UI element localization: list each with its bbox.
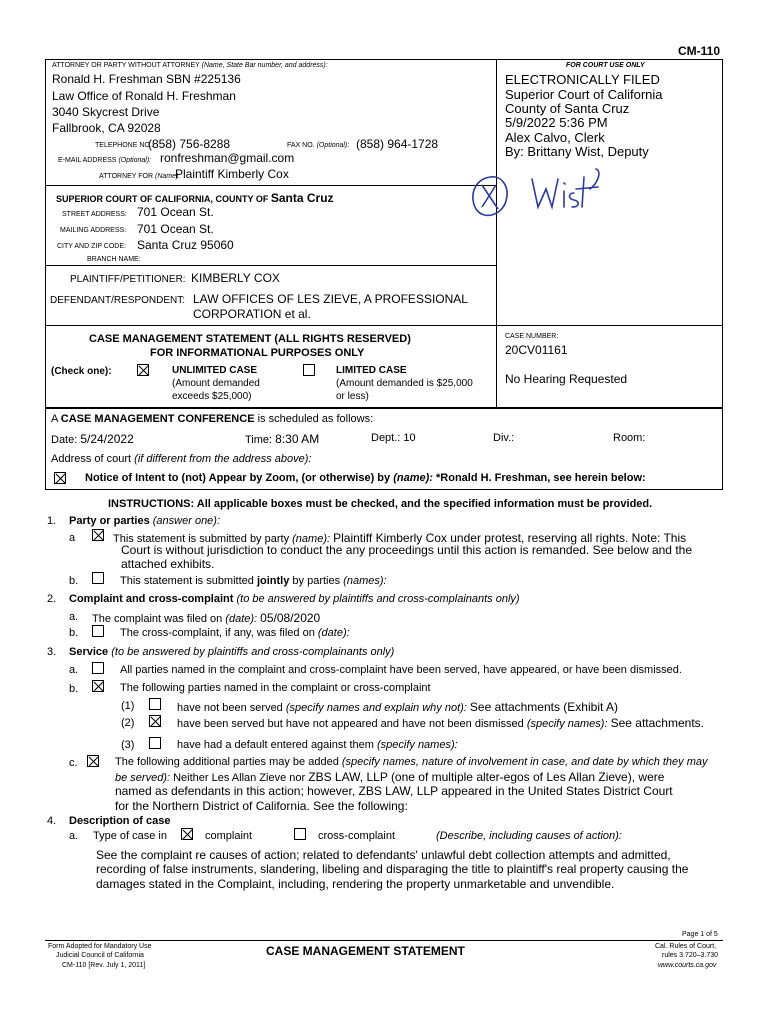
item3a-text: All parties named in the complaint and cross-complaint have been served, have appeared, or have been dismissed. [120, 664, 682, 676]
case-number-value: 20CV01161 [505, 343, 568, 357]
instructions: INSTRUCTIONS: All applicable boxes must be checked, and the specified information must be provided. [108, 498, 653, 510]
item1a-checkbox[interactable] [92, 529, 104, 541]
item1a-letter: a [69, 532, 76, 544]
telephone-value: (858) 756-8288 [148, 137, 231, 151]
item3b3-checkbox[interactable] [149, 737, 161, 749]
hearing-status: No Hearing Requested [505, 372, 628, 386]
attorney-name: Ronald H. Freshman SBN #225136 [52, 72, 241, 86]
item2b-text: The cross-complaint, if any, was filed on (date): [120, 627, 350, 639]
item1b-checkbox[interactable] [92, 572, 104, 584]
form-title-line2: FOR INFORMATIONAL PURPOSES ONLY [150, 347, 365, 359]
item1a-value2: Court is without jurisdiction to conduct the any proceedings until this action is remanded. See below and the [121, 543, 692, 557]
item1a-text: This statement is submitted by party (name): Plaintiff Kimberly Cox under protest, reserving all rights. Note: This [113, 531, 687, 545]
item2b-checkbox[interactable] [92, 625, 104, 637]
court-label: SUPERIOR COURT OF CALIFORNIA, COUNTY OF Santa Cruz [56, 191, 334, 205]
item3a-letter: a. [69, 664, 79, 676]
telephone-label: TELEPHONE NO.: [95, 142, 154, 149]
footer-title: CASE MANAGEMENT STATEMENT [266, 944, 465, 958]
item4a-hint: (Describe, including causes of action): [436, 830, 622, 842]
item3b2-num: (2) [121, 717, 135, 729]
item3c-text: The following additional parties may be added (specify names, nature of involvement in case, and date by which they may [115, 756, 708, 768]
plaintiff-value: KIMBERLY COX [191, 271, 280, 285]
defendant-label: DEFENDANT/RESPONDENT: [50, 295, 186, 306]
footer-right1: Cal. Rules of Court, [655, 943, 717, 950]
attorney-label: ATTORNEY OR PARTY WITHOUT ATTORNEY (Name, State Bar number, and address): [52, 62, 328, 69]
clerk-signature [462, 163, 622, 228]
court-mailing: 701 Ocean St. [137, 222, 214, 236]
defendant-line2: CORPORATION et al. [193, 307, 311, 321]
item3b-checkbox[interactable] [92, 680, 104, 692]
footer-rule [45, 940, 723, 941]
item4-desc2: recording of false instruments, slandering, libeling and disparaging the title to plaintiff's real property causing the [96, 862, 689, 876]
item2a-letter: a. [69, 611, 79, 623]
conference-div: Div.: [493, 432, 515, 444]
item1-heading: Party or parties (answer one): [69, 515, 221, 527]
item2b-letter: b. [69, 627, 79, 639]
fax-label: FAX NO. (Optional): [287, 142, 350, 149]
mailing-label: MAILING ADDRESS: [60, 227, 127, 234]
conference-time: Time: 8:30 AM [245, 432, 320, 446]
item3a-checkbox[interactable] [92, 662, 104, 674]
item4-cross-complaint-checkbox[interactable] [294, 828, 306, 840]
item2-heading: Complaint and cross-complaint (to be answered by plaintiffs and cross-complainants only) [69, 593, 520, 605]
footer-left3: CM-110 [Rev. July 1, 2011] [62, 962, 146, 969]
item3-heading: Service (to be answered by plaintiffs and cross-complainants only) [69, 646, 395, 658]
case-number-label: CASE NUMBER: [505, 333, 559, 340]
footer-left1: Form Adopted for Mandatory Use [48, 943, 152, 950]
filed-line3: County of Santa Cruz [505, 101, 630, 116]
city-label: CITY AND ZIP CODE: [57, 243, 126, 250]
footer-right2: rules 3.720–3.730 [662, 952, 719, 959]
item3c-line3: named as defendants in this action; however, ZBS LAW, LLP appeared in the United States District Court [115, 784, 673, 798]
item4-complaint-checkbox[interactable] [181, 828, 193, 840]
limited-sub2: or less) [336, 391, 369, 402]
item1b-letter: b. [69, 575, 79, 587]
header-divider [496, 59, 497, 408]
item3b2-text: have been served but have not appeared and have not been dismissed (specify names): See attachments. [177, 716, 704, 730]
check-one-label: (Check one): [51, 366, 112, 377]
item3c-checkbox[interactable] [87, 755, 99, 767]
attorney-for-label: ATTORNEY FOR (Name): [99, 173, 181, 180]
item3-num: 3. [47, 646, 57, 658]
attorney-office: Law Office of Ronald H. Freshman [52, 89, 236, 103]
item4-num: 4. [47, 815, 57, 827]
filed-line5: Alex Calvo, Clerk [505, 130, 605, 145]
item1-num: 1. [47, 515, 57, 527]
form-id: CM-110 [678, 44, 721, 58]
item4a-text: Type of case in [93, 830, 167, 842]
filed-line6: By: Brittany Wist, Deputy [505, 144, 649, 159]
plaintiff-label: PLAINTIFF/PETITIONER: [70, 274, 186, 285]
unlimited-sub1: (Amount demanded [172, 378, 260, 389]
filed-line4: 5/9/2022 5:36 PM [505, 115, 608, 130]
limited-label: LIMITED CASE [336, 365, 407, 376]
attorney-city: Fallbrook, CA 92028 [52, 121, 161, 135]
filed-line2: Superior Court of California [505, 87, 663, 102]
item2-num: 2. [47, 593, 57, 605]
item3b3-num: (3) [121, 739, 135, 751]
court-city: Santa Cruz 95060 [137, 238, 234, 252]
attorney-for-value: Plaintiff Kimberly Cox [175, 167, 289, 181]
item4-desc3: damages stated in the Complaint, including, rendering the property unmarketable and unvendible. [96, 877, 615, 891]
item4-desc1: See the complaint re causes of action; related to defendants' unlawful debt collection attempts and admitted, [96, 848, 671, 862]
notice-checkbox[interactable] [54, 472, 66, 484]
conference-dept: Dept.: 10 [371, 432, 416, 444]
item3b-text: The following parties named in the complaint or cross-complaint [120, 682, 431, 694]
notice-text: Notice of Intent to (not) Appear by Zoom, (or otherwise) by (name): *Ronald H. Freshman, see herein below: [85, 472, 646, 484]
conference-room: Room: [613, 432, 646, 444]
item3b2-checkbox[interactable] [149, 715, 161, 727]
form-title-line1: CASE MANAGEMENT STATEMENT (ALL RIGHTS RESERVED) [89, 333, 411, 345]
item3b1-checkbox[interactable] [149, 698, 161, 710]
conference-intro: A CASE MANAGEMENT CONFERENCE is scheduled as follows: [51, 413, 374, 425]
item2a-text: The complaint was filed on (date): 05/08/2020 [92, 611, 321, 625]
court-address-label: Address of court (if different from the address above): [51, 453, 312, 465]
email-value: ronfreshman@gmail.com [160, 151, 295, 165]
item3b1-text: have not been served (specify names and explain why not): See attachments (Exhibit A) [177, 700, 618, 714]
item4-complaint-label: complaint [205, 830, 253, 842]
item1b-text: This statement is submitted jointly by parties (names): [120, 575, 387, 587]
footer-right3[interactable]: www.courts.ca.gov [658, 962, 717, 969]
item1a-value3: attached exhibits. [121, 557, 215, 571]
unlimited-label: UNLIMITED CASE [172, 365, 257, 376]
limited-case-checkbox[interactable] [303, 364, 315, 376]
item3c-line4: for the Northern District of California. See the following: [115, 799, 408, 813]
item3c-line2: be served): Neither Les Allan Zieve nor ZBS LAW, LLP (one of multiple alter-egos of Les Allan Zieve), were [115, 770, 665, 784]
page-number: Page 1 of 5 [682, 931, 718, 938]
attorney-street: 3040 Skycrest Drive [52, 105, 160, 119]
unlimited-sub2: exceeds $25,000) [172, 391, 252, 402]
item4a-letter: a. [69, 830, 79, 842]
unlimited-case-checkbox[interactable] [137, 364, 149, 376]
item4-heading: Description of case [69, 815, 171, 827]
item3b3-text: have had a default entered against them (specify names): [177, 739, 458, 751]
conference-date: Date: 5/24/2022 [51, 432, 134, 446]
item3b-letter: b. [69, 683, 79, 695]
court-use-label: FOR COURT USE ONLY [566, 62, 645, 69]
defendant-line1: LAW OFFICES OF LES ZIEVE, A PROFESSIONAL [193, 292, 468, 306]
fax-value: (858) 964-1728 [356, 137, 439, 151]
item3c-letter: c. [69, 757, 78, 769]
item4-cross-label: cross-complaint [318, 830, 396, 842]
court-street: 701 Ocean St. [137, 205, 214, 219]
filed-line1: ELECTRONICALLY FILED [505, 72, 660, 87]
limited-sub1: (Amount demanded is $25,000 [336, 378, 473, 389]
street-label: STREET ADDRESS: [62, 211, 127, 218]
email-label: E-MAIL ADDRESS (Optional): [58, 157, 152, 164]
footer-left2: Judicial Council of California [56, 952, 144, 959]
branch-label: BRANCH NAME: [87, 256, 141, 263]
item3b1-num: (1) [121, 700, 135, 712]
